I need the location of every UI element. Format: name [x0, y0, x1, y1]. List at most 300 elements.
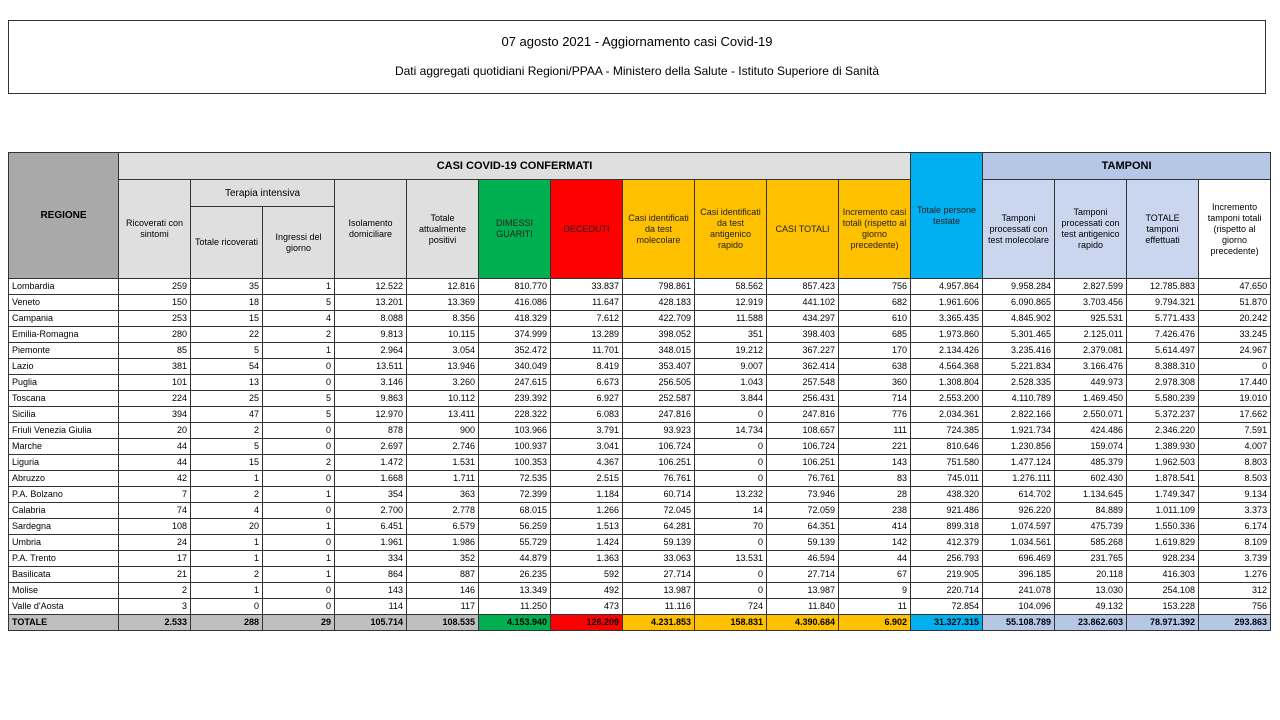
table-cell: 13.349: [479, 583, 551, 599]
table-cell: 0: [695, 439, 767, 455]
table-row: [9, 583, 1271, 599]
table-cell: 5.301.465: [983, 327, 1055, 343]
table-cell: 19.010: [1199, 391, 1271, 407]
region-name-cell: P.A. Trento: [9, 551, 119, 567]
table-cell: 1: [263, 519, 335, 535]
table-cell: 416.303: [1127, 567, 1199, 583]
table-cell: 59.139: [623, 535, 695, 551]
table-cell: 1.961: [335, 535, 407, 551]
table-row: [9, 343, 1271, 359]
table-cell: 64.281: [623, 519, 695, 535]
region-header: REGIONE: [9, 153, 119, 279]
table-cell: 64.351: [767, 519, 839, 535]
region-name-cell: Calabria: [9, 503, 119, 519]
table-cell: 1: [191, 471, 263, 487]
table-cell: 1.513: [551, 519, 623, 535]
col-header-tamponi-molecolare: Tamponi processati con test molecolare: [983, 180, 1055, 279]
table-cell: 353.407: [623, 359, 695, 375]
table-cell: 585.268: [1055, 535, 1127, 551]
col-header-casi-totali: CASI TOTALI: [767, 180, 839, 279]
table-row: [9, 503, 1271, 519]
region-name-cell: Umbria: [9, 535, 119, 551]
table-cell: 11.116: [623, 599, 695, 615]
table-cell: 11.701: [551, 343, 623, 359]
table-cell: 33.837: [551, 279, 623, 295]
table-cell: 13.201: [335, 295, 407, 311]
region-name-cell: Piemonte: [9, 343, 119, 359]
table-cell: 0: [695, 407, 767, 423]
region-name-cell: P.A. Bolzano: [9, 487, 119, 503]
col-header-incremento-casi: Incremento casi totali (rispetto al giorno precedente): [839, 180, 911, 279]
table-cell: 13: [191, 375, 263, 391]
table-cell: 473: [551, 599, 623, 615]
table-cell: 3: [119, 599, 191, 615]
table-cell: 0: [263, 583, 335, 599]
table-cell: 9.863: [335, 391, 407, 407]
region-name-cell: Toscana: [9, 391, 119, 407]
table-cell: 11.840: [767, 599, 839, 615]
table-cell: 2.827.599: [1055, 279, 1127, 295]
table-cell: 810.770: [479, 279, 551, 295]
table-cell: 74: [119, 503, 191, 519]
table-cell: 340.049: [479, 359, 551, 375]
table-cell: 776: [839, 407, 911, 423]
table-cell: 4.007: [1199, 439, 1271, 455]
table-cell: 2.550.071: [1055, 407, 1127, 423]
table-cell: 352: [407, 551, 479, 567]
table-cell: 9.007: [695, 359, 767, 375]
table-cell: 106.251: [623, 455, 695, 471]
table-cell: 55.729: [479, 535, 551, 551]
table-cell: 362.414: [767, 359, 839, 375]
table-row: [9, 519, 1271, 535]
table-cell: 1.184: [551, 487, 623, 503]
table-cell: 756: [1199, 599, 1271, 615]
table-cell: 142: [839, 535, 911, 551]
table-cell: 12.785.883: [1127, 279, 1199, 295]
table-cell: 1.276.111: [983, 471, 1055, 487]
table-cell: 414: [839, 519, 911, 535]
table-row: [9, 295, 1271, 311]
table-cell: 170: [839, 343, 911, 359]
table-cell: 13.511: [335, 359, 407, 375]
table-cell: 602.430: [1055, 471, 1127, 487]
table-row: [9, 471, 1271, 487]
table-cell: 424.486: [1055, 423, 1127, 439]
table-body: [9, 279, 1271, 631]
total-cell: 4.390.684: [767, 615, 839, 631]
table-cell: 13.987: [767, 583, 839, 599]
table-cell: 351: [695, 327, 767, 343]
table-cell: 8.419: [551, 359, 623, 375]
table-cell: 11: [839, 599, 911, 615]
table-cell: 8.088: [335, 311, 407, 327]
table-cell: 7: [119, 487, 191, 503]
table-cell: 2.700: [335, 503, 407, 519]
table-cell: 13.987: [623, 583, 695, 599]
table-cell: 21: [119, 567, 191, 583]
total-label-cell: TOTALE: [9, 615, 119, 631]
table-cell: 751.580: [911, 455, 983, 471]
table-cell: 7.426.476: [1127, 327, 1199, 343]
table-cell: 0: [263, 535, 335, 551]
table-cell: 638: [839, 359, 911, 375]
table-cell: 3.260: [407, 375, 479, 391]
table-cell: 1.308.804: [911, 375, 983, 391]
table-cell: 1.276: [1199, 567, 1271, 583]
table-cell: 22: [191, 327, 263, 343]
table-cell: 1.961.606: [911, 295, 983, 311]
table-cell: 5.372.237: [1127, 407, 1199, 423]
table-cell: 1.531: [407, 455, 479, 471]
table-cell: 114: [335, 599, 407, 615]
table-cell: 2.778: [407, 503, 479, 519]
table-cell: 756: [839, 279, 911, 295]
table-cell: 11.647: [551, 295, 623, 311]
table-cell: 4: [191, 503, 263, 519]
table-cell: 72.854: [911, 599, 983, 615]
table-cell: 1: [263, 487, 335, 503]
region-name-cell: Sicilia: [9, 407, 119, 423]
table-cell: 13.946: [407, 359, 479, 375]
table-cell: 724.385: [911, 423, 983, 439]
table-row: [9, 439, 1271, 455]
table-cell: 83: [839, 471, 911, 487]
table-cell: 58.562: [695, 279, 767, 295]
table-cell: 1: [263, 567, 335, 583]
table-cell: 475.739: [1055, 519, 1127, 535]
table-row: [9, 359, 1271, 375]
table-cell: 5.221.834: [983, 359, 1055, 375]
table-cell: 1: [191, 551, 263, 567]
table-cell: 0: [695, 535, 767, 551]
table-cell: 13.232: [695, 487, 767, 503]
table-cell: 26.235: [479, 567, 551, 583]
table-cell: 3.844: [695, 391, 767, 407]
region-name-cell: Marche: [9, 439, 119, 455]
table-cell: 434.297: [767, 311, 839, 327]
table-cell: 1.472: [335, 455, 407, 471]
table-cell: 280: [119, 327, 191, 343]
table-cell: 798.861: [623, 279, 695, 295]
table-cell: 438.320: [911, 487, 983, 503]
total-cell: 293.863: [1199, 615, 1271, 631]
table-cell: 27.714: [623, 567, 695, 583]
table-cell: 810.646: [911, 439, 983, 455]
table-cell: 49.132: [1055, 599, 1127, 615]
table-cell: 106.724: [767, 439, 839, 455]
table-cell: 9.134: [1199, 487, 1271, 503]
table-cell: 5: [263, 295, 335, 311]
table-cell: 418.329: [479, 311, 551, 327]
table-cell: 610: [839, 311, 911, 327]
table-cell: 412.379: [911, 535, 983, 551]
table-cell: 5.771.433: [1127, 311, 1199, 327]
table-cell: 35: [191, 279, 263, 295]
table-cell: 5: [191, 439, 263, 455]
table-cell: 54: [191, 359, 263, 375]
total-cell: 55.108.789: [983, 615, 1055, 631]
total-cell: 31.327.315: [911, 615, 983, 631]
table-cell: 60.714: [623, 487, 695, 503]
table-cell: 381: [119, 359, 191, 375]
table-cell: 614.702: [983, 487, 1055, 503]
table-cell: 117: [407, 599, 479, 615]
total-cell: 29: [263, 615, 335, 631]
table-cell: 11.588: [695, 311, 767, 327]
table-row: [9, 407, 1271, 423]
table-row: [9, 311, 1271, 327]
region-name-cell: Abruzzo: [9, 471, 119, 487]
table-cell: 6.579: [407, 519, 479, 535]
total-cell: 128.209: [551, 615, 623, 631]
table-cell: 899.318: [911, 519, 983, 535]
table-cell: 44: [119, 455, 191, 471]
table-cell: 2.697: [335, 439, 407, 455]
table-row: [9, 487, 1271, 503]
total-cell: 78.971.392: [1127, 615, 1199, 631]
table-cell: 12.970: [335, 407, 407, 423]
report-subtitle: Dati aggregati quotidiani Regioni/PPAA - Ministero della Salute - Istituto Superiore di Sanità: [394, 64, 880, 78]
table-cell: 2: [191, 487, 263, 503]
table-cell: 228.322: [479, 407, 551, 423]
table-cell: 100.937: [479, 439, 551, 455]
table-cell: 354: [335, 487, 407, 503]
table-cell: 17: [119, 551, 191, 567]
table-cell: 159.074: [1055, 439, 1127, 455]
table-cell: 0: [695, 583, 767, 599]
table-cell: 9.794.321: [1127, 295, 1199, 311]
table-cell: 257.548: [767, 375, 839, 391]
table-cell: 85: [119, 343, 191, 359]
table-cell: 1.469.450: [1055, 391, 1127, 407]
table-cell: 2.553.200: [911, 391, 983, 407]
table-cell: 2.822.166: [983, 407, 1055, 423]
table-cell: 24: [119, 535, 191, 551]
region-name-cell: Emilia-Romagna: [9, 327, 119, 343]
table-cell: 231.765: [1055, 551, 1127, 567]
table-cell: 42: [119, 471, 191, 487]
table-cell: 1.550.336: [1127, 519, 1199, 535]
table-cell: 2.978.308: [1127, 375, 1199, 391]
table-cell: 2: [119, 583, 191, 599]
table-cell: 20.118: [1055, 567, 1127, 583]
table-cell: 13.030: [1055, 583, 1127, 599]
table-cell: 253: [119, 311, 191, 327]
table-cell: 4.564.368: [911, 359, 983, 375]
table-cell: 4.845.902: [983, 311, 1055, 327]
table-cell: 239.392: [479, 391, 551, 407]
region-name-cell: Basilicata: [9, 567, 119, 583]
table-cell: 492: [551, 583, 623, 599]
table-cell: 398.403: [767, 327, 839, 343]
confirmed-cases-group-header: CASI COVID-19 CONFERMATI: [119, 153, 911, 180]
table-cell: 348.015: [623, 343, 695, 359]
region-name-cell: Sardegna: [9, 519, 119, 535]
table-cell: 9: [839, 583, 911, 599]
total-row: [9, 615, 1271, 631]
table-cell: 19.212: [695, 343, 767, 359]
table-cell: 25: [191, 391, 263, 407]
table-cell: 1.034.561: [983, 535, 1055, 551]
table-cell: 1.477.124: [983, 455, 1055, 471]
table-cell: 1: [191, 583, 263, 599]
table-cell: 247.615: [479, 375, 551, 391]
table-cell: 1.074.597: [983, 519, 1055, 535]
table-cell: 396.185: [983, 567, 1055, 583]
col-header-totale-tamponi: TOTALE tamponi effettuati: [1127, 180, 1199, 279]
table-cell: 111: [839, 423, 911, 439]
table-cell: 428.183: [623, 295, 695, 311]
table-cell: 928.234: [1127, 551, 1199, 567]
table-cell: 72.399: [479, 487, 551, 503]
table-row: [9, 327, 1271, 343]
table-cell: 259: [119, 279, 191, 295]
table-cell: 47: [191, 407, 263, 423]
region-name-cell: Puglia: [9, 375, 119, 391]
table-cell: 220.714: [911, 583, 983, 599]
table-cell: 108: [119, 519, 191, 535]
table-cell: 44: [119, 439, 191, 455]
table-cell: 2.515: [551, 471, 623, 487]
region-name-cell: Molise: [9, 583, 119, 599]
covid-data-table: [8, 152, 1271, 631]
table-cell: 921.486: [911, 503, 983, 519]
table-cell: 2: [263, 455, 335, 471]
table-cell: 0: [263, 599, 335, 615]
table-cell: 2.134.426: [911, 343, 983, 359]
table-cell: 2: [191, 423, 263, 439]
total-cell: 105.714: [335, 615, 407, 631]
table-cell: 2.528.335: [983, 375, 1055, 391]
col-header-incremento-tamponi: Incremento tamponi totali (rispetto al giorno precedente): [1199, 180, 1271, 279]
table-cell: 247.816: [623, 407, 695, 423]
table-cell: 20.242: [1199, 311, 1271, 327]
report-title-box: [8, 20, 1266, 94]
table-cell: 13.289: [551, 327, 623, 343]
table-cell: 254.108: [1127, 583, 1199, 599]
table-cell: 1: [263, 279, 335, 295]
table-cell: 1.962.503: [1127, 455, 1199, 471]
table-cell: 3.146: [335, 375, 407, 391]
table-row: [9, 535, 1271, 551]
table-cell: 100.353: [479, 455, 551, 471]
table-cell: 1.749.347: [1127, 487, 1199, 503]
table-cell: 47.650: [1199, 279, 1271, 295]
table-cell: 72.059: [767, 503, 839, 519]
table-cell: 334: [335, 551, 407, 567]
table-cell: 0: [695, 471, 767, 487]
table-cell: 696.469: [983, 551, 1055, 567]
table-cell: 104.096: [983, 599, 1055, 615]
table-cell: 5.580.239: [1127, 391, 1199, 407]
table-cell: 8.503: [1199, 471, 1271, 487]
table-cell: 27.714: [767, 567, 839, 583]
table-cell: 0: [263, 439, 335, 455]
table-cell: 17.440: [1199, 375, 1271, 391]
table-cell: 106.724: [623, 439, 695, 455]
col-header-isolamento: Isolamento domiciliare: [335, 180, 407, 279]
table-cell: 15: [191, 455, 263, 471]
table-cell: 252.587: [623, 391, 695, 407]
table-cell: 714: [839, 391, 911, 407]
table-cell: 592: [551, 567, 623, 583]
total-cell: 288: [191, 615, 263, 631]
table-cell: 926.220: [983, 503, 1055, 519]
table-cell: 685: [839, 327, 911, 343]
table-cell: 76.761: [623, 471, 695, 487]
table-cell: 6.090.865: [983, 295, 1055, 311]
table-cell: 857.423: [767, 279, 839, 295]
table-cell: 1.043: [695, 375, 767, 391]
table-cell: 5.614.497: [1127, 343, 1199, 359]
table-cell: 1.134.645: [1055, 487, 1127, 503]
table-cell: 1: [263, 343, 335, 359]
table-cell: 59.139: [767, 535, 839, 551]
table-cell: 6.451: [335, 519, 407, 535]
table-cell: 367.227: [767, 343, 839, 359]
region-name-cell: Liguria: [9, 455, 119, 471]
total-cell: 4.231.853: [623, 615, 695, 631]
table-cell: 363: [407, 487, 479, 503]
total-cell: 2.533: [119, 615, 191, 631]
table-cell: 18: [191, 295, 263, 311]
table-cell: 1.921.734: [983, 423, 1055, 439]
table-cell: 12.816: [407, 279, 479, 295]
table-cell: 441.102: [767, 295, 839, 311]
table-cell: 143: [335, 583, 407, 599]
table-cell: 68.015: [479, 503, 551, 519]
table-cell: 0: [695, 455, 767, 471]
region-name-cell: Lazio: [9, 359, 119, 375]
table-cell: 864: [335, 567, 407, 583]
table-cell: 12.919: [695, 295, 767, 311]
table-cell: 1.230.856: [983, 439, 1055, 455]
table-cell: 0: [695, 567, 767, 583]
table-cell: 0: [263, 375, 335, 391]
table-cell: 2: [263, 327, 335, 343]
table-cell: 150: [119, 295, 191, 311]
region-name-cell: Campania: [9, 311, 119, 327]
region-name-cell: Lombardia: [9, 279, 119, 295]
table-cell: 11.250: [479, 599, 551, 615]
table-cell: 1.878.541: [1127, 471, 1199, 487]
table-cell: 17.662: [1199, 407, 1271, 423]
table-cell: 72.535: [479, 471, 551, 487]
table-cell: 398.052: [623, 327, 695, 343]
table-cell: 394: [119, 407, 191, 423]
table-cell: 312: [1199, 583, 1271, 599]
table-cell: 3.365.435: [911, 311, 983, 327]
table-cell: 3.054: [407, 343, 479, 359]
table-cell: 745.011: [911, 471, 983, 487]
table-cell: 2.034.361: [911, 407, 983, 423]
total-cell: 158.831: [695, 615, 767, 631]
table-cell: 1.619.829: [1127, 535, 1199, 551]
table-row: [9, 455, 1271, 471]
table-cell: 221: [839, 439, 911, 455]
table-cell: 8.356: [407, 311, 479, 327]
region-name-cell: Friuli Venezia Giulia: [9, 423, 119, 439]
table-cell: 5: [263, 391, 335, 407]
table-cell: 44: [839, 551, 911, 567]
col-header-dimessi-guariti: DIMESSI GUARITI: [479, 180, 551, 279]
table-cell: 33.245: [1199, 327, 1271, 343]
table-cell: 238: [839, 503, 911, 519]
table-cell: 0: [191, 599, 263, 615]
table-cell: 10.112: [407, 391, 479, 407]
table-cell: 1.363: [551, 551, 623, 567]
